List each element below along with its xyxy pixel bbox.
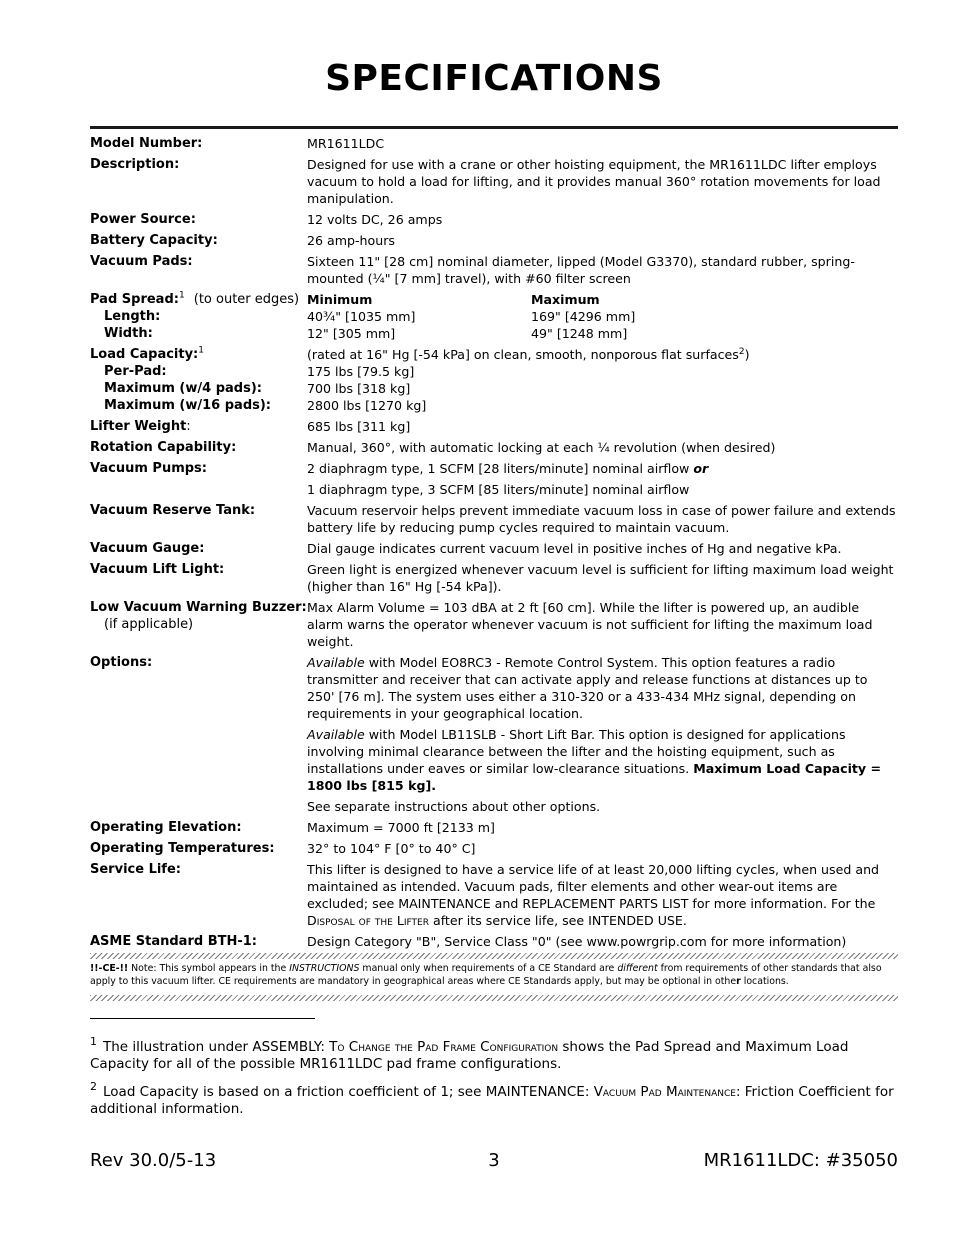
available-text: Available <box>307 655 365 670</box>
footer-page-number: 3 <box>488 1150 500 1171</box>
spec-label: Model Number: <box>90 136 203 151</box>
pump-option-2: 1 diaphragm type, 3 SCFM [85 liters/minute] nominal airflow <box>307 482 690 497</box>
footnote-1 <box>90 1033 898 1073</box>
spec-row-temps <box>90 840 898 857</box>
pump-or: or <box>693 461 709 476</box>
buzzer-label: Low Vacuum Warning Buzzer: <box>90 600 307 615</box>
spec-value: Design Category "B", Service Class "0" (see www.powrgrip.com for more information) <box>307 934 847 949</box>
spec-row-options <box>90 654 898 815</box>
buzzer-sub: (if applicable) <box>104 617 194 632</box>
spec-value: Sixteen 11" [28 cm] nominal diameter, lipped (Model G3370), standard rubber, spring-mounted (¼" [7 mm] travel), with #60 filter screen <box>307 254 855 286</box>
spec-label: Vacuum Pads: <box>90 254 193 269</box>
per-pad-value: 175 lbs [79.5 kg] <box>307 364 415 379</box>
spec-row-pads <box>90 253 898 287</box>
spec-row-pad-spread <box>90 291 898 342</box>
option-lift-bar-text: with Model LB11SLB - Short Lift Bar. This option is designed for applications involving minimal clearance between the lifter and the hoisting equipment, such as installations under eaves or similar low-clearance situations. <box>307 727 846 776</box>
spec-row-gauge <box>90 540 898 557</box>
spec-value <box>307 346 898 414</box>
per-pad-label: Per-Pad: <box>104 364 167 379</box>
spec-row-description <box>90 156 898 207</box>
footnote-2 <box>90 1078 898 1118</box>
ce-text: Note: This symbol appears in the <box>128 963 290 974</box>
min-length: 40¾" [1035 mm] <box>307 309 416 324</box>
max4-value: 700 lbs [318 kg] <box>307 381 411 396</box>
ce-border-top <box>90 953 898 959</box>
spec-value <box>307 460 898 498</box>
option-lift-bar <box>307 726 898 794</box>
footnote-text: : Friction Coefficient for additional information. <box>90 1084 894 1117</box>
footnote-text: shows the Pad Spread and Maximum Load Capacity for all of the possible MR1611LDC pad frame configurations. <box>90 1039 849 1072</box>
spread-length-row <box>307 308 898 325</box>
max16-value: 2800 lbs [1270 kg] <box>307 398 427 413</box>
spec-value: Dial gauge indicates current vacuum level in positive inches of Hg and negative kPa. <box>307 541 842 556</box>
option-remote-text: with Model EO8RC3 - Remote Control System. This option features a radio transmitter and receiver that can activate apply and release functions at distances up to 250' [76 m]. The system uses either a 310-320 or a 433-434 MHz signal, depending on requirements in your geographical location. <box>307 655 868 721</box>
spec-label: Vacuum Gauge: <box>90 541 205 556</box>
ce-text: from requirements of other standards that also apply to this vacuum lifter. CE requirements are mandatory in geographical areas where CE Standards apply, but may be optional in othe <box>90 963 882 987</box>
load-note-end: ) <box>744 347 750 362</box>
spec-value: Green light is energized whenever vacuum level is sufficient for lifting maximum load weight (higher than 16" Hg [-54 kPa]). <box>307 562 894 594</box>
ce-border-bottom <box>90 995 898 1001</box>
ce-text-italic: INSTRUCTIONS <box>289 963 360 974</box>
spec-row-asme <box>90 933 898 950</box>
spread-headers <box>307 291 898 308</box>
service-disposal-ref: Disposal of the Lifter <box>307 913 429 928</box>
spec-row-model <box>90 135 898 152</box>
spec-table <box>90 135 898 954</box>
spec-row-service <box>90 861 898 929</box>
footnote-rule <box>90 1018 315 1019</box>
spec-value: 685 lbs [311 kg] <box>307 419 411 434</box>
option-lift-bar-capacity: Maximum Load Capacity = 1800 lbs [815 kg]. <box>307 761 882 793</box>
option-other: See separate instructions about other options. <box>307 799 601 814</box>
max-width: 49" [1248 mm] <box>531 326 628 341</box>
length-label: Length: <box>104 309 161 324</box>
max4-label: Maximum (w/4 pads): <box>104 381 262 396</box>
pump-option-1 <box>307 460 898 477</box>
spec-value: Vacuum reservoir helps prevent immediate vacuum loss in case of power failure and extends battery life by reducing pump cycles required to maintain vacuum. <box>307 503 896 535</box>
page-title: SPECIFICATIONS <box>325 58 663 99</box>
spec-row-lift-light <box>90 561 898 595</box>
spec-value: MR1611LDC <box>307 136 385 151</box>
spec-row-buzzer <box>90 599 898 650</box>
min-width: 12" [305 mm] <box>307 326 396 341</box>
spec-label <box>90 291 307 342</box>
pad-spread-note: (to outer edges) <box>193 292 300 307</box>
spec-label: Battery Capacity: <box>90 233 218 248</box>
spec-label <box>90 599 307 650</box>
ce-symbol: !!-CE-!! <box>90 963 129 974</box>
footnote-text: The illustration under ASSEMBLY: <box>103 1039 330 1055</box>
weight-colon: : <box>186 419 191 434</box>
ce-text-italic: different <box>617 963 658 974</box>
spec-value <box>307 861 898 929</box>
spec-row-battery <box>90 232 898 249</box>
spec-value: 32° to 104° F [0° to 40° C] <box>307 841 476 856</box>
spec-value: Designed for use with a crane or other hoisting equipment, the MR1611LDC lifter employs vacuum to hold a load for lifting, and it provides manual 360° rotation movements for load manipulation. <box>307 157 881 206</box>
max16-label: Maximum (w/16 pads): <box>104 398 272 413</box>
load-note <box>307 346 898 363</box>
ce-text-bold: r <box>736 976 741 987</box>
footnote-ref: 2 <box>738 346 745 357</box>
spec-label: ASME Standard BTH-1: <box>90 934 257 949</box>
footer-model-number: MR1611LDC: #35050 <box>703 1150 898 1171</box>
spec-row-rotation <box>90 439 898 456</box>
available-text: Available <box>307 727 365 742</box>
footnote-number: 2 <box>90 1080 97 1093</box>
load-note-text: (rated at 16" Hg [-54 kPa] on clean, smooth, nonporous flat surfaces <box>307 347 739 362</box>
spec-label: Service Life: <box>90 862 181 877</box>
service-text: This lifter is designed to have a service life of at least 20,000 lifting cycles, when used and maintained as intended. Vacuum pads, filter elements and other wear-out items are excluded; see MAINTENANCE and REPLACEMENT PARTS LIST for more information. For the <box>307 862 880 911</box>
spec-label: Power Source: <box>90 212 196 227</box>
service-end: after its service life, see INTENDED USE. <box>428 913 687 928</box>
footnote-number: 1 <box>90 1035 97 1048</box>
footnote-ref: 1 <box>178 290 185 301</box>
spec-row-pumps <box>90 460 898 498</box>
footnote-ref-link: To Change the Pad Frame Configuration <box>329 1039 559 1055</box>
ce-text: manual only when requirements of a CE Standard are <box>359 963 618 974</box>
spec-label <box>90 346 307 414</box>
spec-value: 12 volts DC, 26 amps <box>307 212 443 227</box>
spec-label: Options: <box>90 655 153 670</box>
spec-value: Maximum = 7000 ft [2133 m] <box>307 820 495 835</box>
ce-text: locations. <box>740 976 789 987</box>
spec-value: Max Alarm Volume = 103 dBA at 2 ft [60 cm]. While the lifter is powered up, an audible alarm warns the operator whenever vacuum is not sufficient for lifting the maximum load weight. <box>307 600 873 649</box>
footnote-ref-link: Vacuum Pad Maintenance <box>593 1084 736 1100</box>
spread-width-row <box>307 325 898 342</box>
spec-value <box>307 654 898 815</box>
title-rule <box>90 126 898 129</box>
option-remote <box>307 654 898 722</box>
spec-value: Manual, 360°, with automatic locking at each ¼ revolution (when desired) <box>307 440 776 455</box>
pump-text-1: 2 diaphragm type, 1 SCFM [28 liters/minute] nominal airflow <box>307 461 694 476</box>
load-capacity-label: Load Capacity: <box>90 347 199 362</box>
spec-label: Operating Temperatures: <box>90 841 275 856</box>
spec-label: Vacuum Lift Light: <box>90 562 225 577</box>
spec-row-power <box>90 211 898 228</box>
spec-label: Rotation Capability: <box>90 440 237 455</box>
spec-label: Vacuum Reserve Tank: <box>90 503 256 518</box>
spec-row-reserve <box>90 502 898 536</box>
pad-spread-label: Pad Spread: <box>90 292 179 307</box>
spec-label: Vacuum Pumps: <box>90 461 207 476</box>
footer-revision: Rev 30.0/5-13 <box>90 1150 217 1171</box>
spec-label: Operating Elevation: <box>90 820 242 835</box>
spec-label: Description: <box>90 157 180 172</box>
max-header: Maximum <box>531 292 600 307</box>
spec-row-weight <box>90 418 898 435</box>
min-header: Minimum <box>307 292 373 307</box>
spec-value: 26 amp-hours <box>307 233 395 248</box>
footnote-ref: 1 <box>198 345 204 356</box>
ce-note <box>90 962 898 988</box>
weight-label: Lifter Weight <box>90 419 187 434</box>
spec-label <box>90 418 307 435</box>
spec-value <box>307 291 898 342</box>
width-label: Width: <box>104 326 153 341</box>
spec-row-elevation <box>90 819 898 836</box>
max-length: 169" [4296 mm] <box>531 309 636 324</box>
spec-row-load-capacity <box>90 346 898 414</box>
footnote-text: Load Capacity is based on a friction coefficient of 1; see MAINTENANCE: <box>103 1084 594 1100</box>
